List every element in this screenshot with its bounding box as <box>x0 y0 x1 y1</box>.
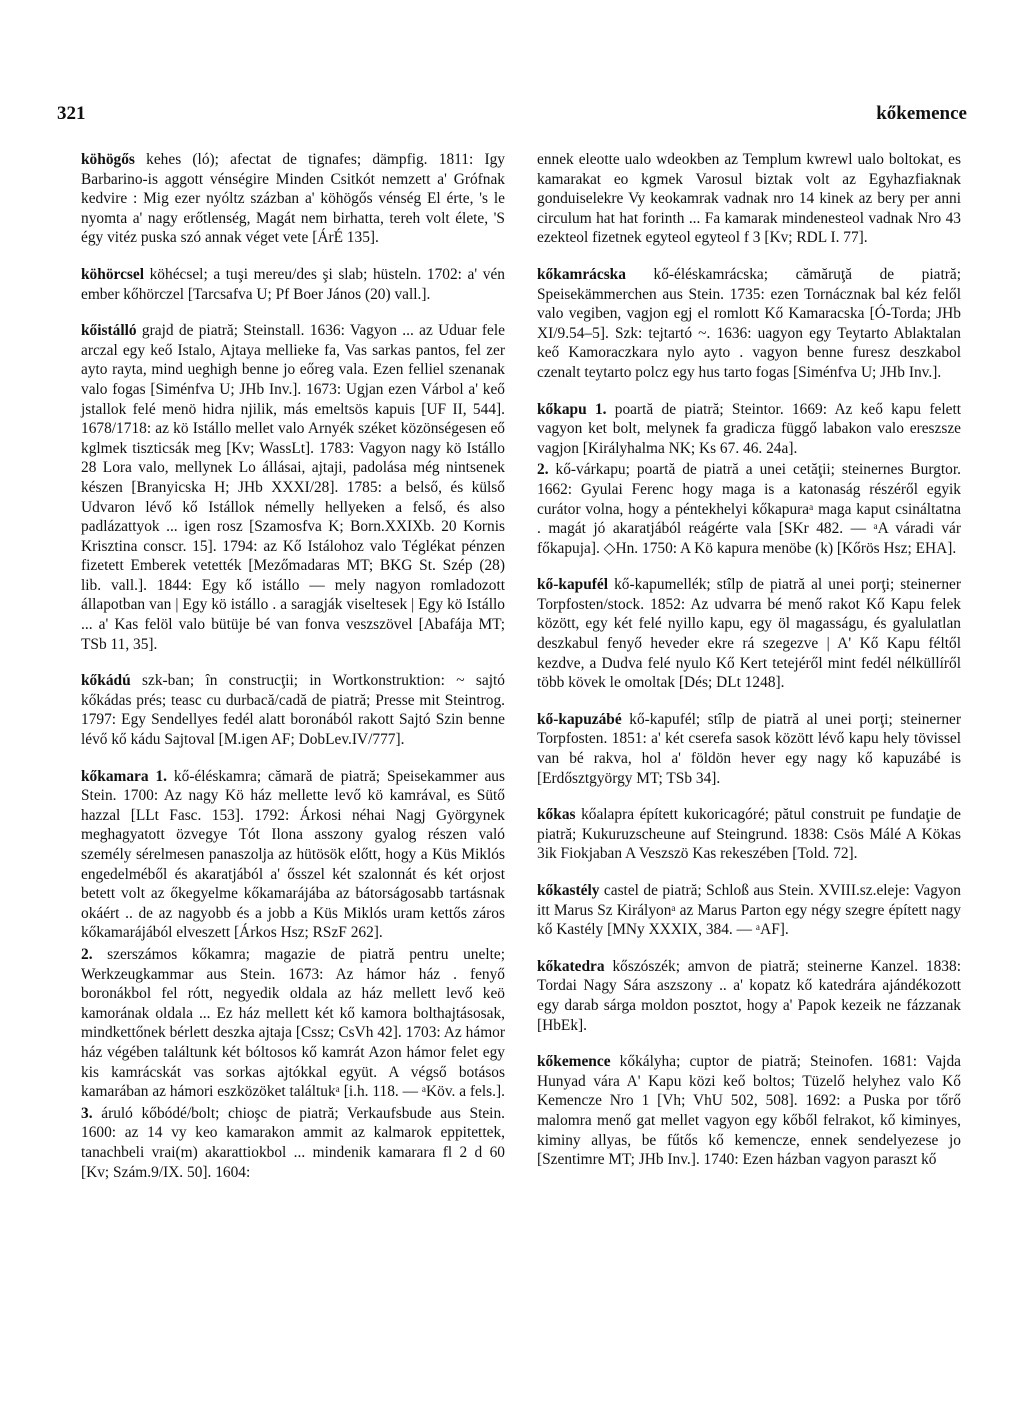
right-column <box>537 150 961 1187</box>
entry-headword: kő-kapuzábé <box>537 710 622 728</box>
guide-word: kőkemence <box>876 103 967 124</box>
dictionary-entry <box>81 150 505 248</box>
entry-headword: kőistálló <box>81 322 137 340</box>
dictionary-entry <box>537 1052 961 1170</box>
entry-text: kő-kapumellék; stîlp de piatră al unei porţi; steinerner Torpfosten/stock. 1852: Az udvarra bé menő rakot Kő Kapu felek között, egy két felé nyillo kapu, egy öl magasságu, és gyalulatlan deszkabul fenyő heveder ekre rá szegezve | A' Kő Kapu féltől kezdve, a Dudva felé nyulo Kő Kert tetejéről mint fedél nélküllíről több kövek le omoltak [Dés; DLt 1248]. <box>537 576 961 692</box>
dictionary-entry <box>537 805 961 864</box>
sense-number: 2. <box>537 461 549 479</box>
entry-headword: kőkapu <box>537 400 587 418</box>
sense-number: 2. <box>81 945 93 963</box>
sense-number: 1. <box>155 767 168 785</box>
entry-text: szk-ban; în construcţii; in Wortkonstruktion: ~ sajtó kőkádas prés; teasc cu durbacă/cadă de piatră; Presse mit Steintrog. 1797: Egy Sendellyes fedél alatt boronából rakott Sajtó Szin benne lévő kő kádu Sajtoval [M.igen AF; DobLev.IV/777]. <box>81 672 505 749</box>
dictionary-entry <box>537 575 961 693</box>
entry-text: ennek eleotte ualo wdeokben az Templum kwrewl ualo boltokat, es kamarakat eo kgmek Varosul biztak volt az Egyhazfiaknak gonduiselekre Vy keokamrak vadnak nro 14 kinek az bery per anni circulum hat hat forinth ... Fa kamarak mindenesteol vadnak Nro 43 ezekteol fizetnek egyteol egyteol f 3 [Kv; RDL I. 77]. <box>537 151 961 247</box>
sense-number: 3. <box>81 1104 93 1122</box>
entry-headword: köhörcsel <box>81 265 144 283</box>
sense-text: áruló kőbódé/bolt; chioşc de piatră; Verkaufsbude aus Stein. 1600: az 14 vy keo kamarakon ammit az kalmarok eppitettek, tanachbeli vrai(m) akarattiokbol ... mindenik kamarara fl 2 d 60 [Kv; Szám.9/IX. 50]. 1604: <box>81 1104 505 1181</box>
entry-headword: kőkastély <box>537 882 600 899</box>
dictionary-entry <box>81 321 505 654</box>
sense-text: szerszámos kőkamra; magazie de piatră pentru unelte; Werkzeugkammar aus Stein. 1673: Az hámor ház . fenyő boronákbol fel rótt, negyedik oldala az ház mellett levő keö kamorának oldala ... Ez ház mellett két kő kamora bolthajtásosak, mindkettőnek bérlett deszka ajtaja [Cssz; CsVh 42]. 1703: Az hámor ház végében találtunk két bóltosos kő kamrát Azon hámor felet egy kis kamrácskát vas sorkas ajtókkal együt. A végső botásos kamarában az hámori eszközöket találtukᵃ [i.h. 118. — ᵃKöv. a fels.]. <box>81 945 505 1101</box>
entry-text: kőszószék; amvon de piatră; steinerne Kanzel. 1838: Tordai Nagy Sára aszszony .. a' kopatz kő katedrára ajándékozott egy darab sárga moldon posztot, hogy a' Papok kezeik ne fázzanak [HbEk]. <box>537 957 961 1034</box>
entry-text: grajd de piatră; Steinstall. 1636: Vagyon ... az Uduar fele arczal egy keő Istalo, Ajtaya mellieke fa, Vas sarkas pantos, fel zer ayto rayta, mind ueghigh benne jo eőreg vala. Ezen felliel szenanak valo fogas [Siménfva U; JHb Inv.]. 1673: Ugjan ezen Várbol a' keő jstallok felé menö hidra njilik, más emeltsös kapuis [UF II, 544]. 1678/1718: az kö Istállo mellet valo Arnyék széket közönségesen eő kglmek tiszticsák meg [Kv; WassLt]. 1783: Vagyon nagy kö Istállo 28 Lora valo, mellynek Lo állásai, ajtaji, padolása még nintsenek készen [Branyicska H; JHb XXXI/28]. 1785: a belső, és külső Udvaron lévő kő Istállok némelly hellyeken a felső, és also padlázattyok ... igen rosz [Szamosfva K; Born.XXIXb. 20 Kornis Krisztina conscr. 15]. 1794: az Kő Istálohoz valo Téglékat pénzen fizetett Emberek vetették [Mezőmadaras MT; BKG St. Szép (28) lib. vall.]. 1844: Egy kő istállo — mely nagyon romladozott állapotban van | Egy kö istállo . a saragják viseltesek | Egy kö Istállo ... a' Kas felöl valo bütüje bé van fonva veszszövel [Abafája MT; TSb 11, 35]. <box>81 322 505 653</box>
sense-text: poartă de piatră; Steintor. 1669: Az keő kapu felett vagyon ket bolt, melynek fa gradicza függő labakon valo ereszsze vagjon [Királyhalma NK; Ks 67. 46. 24a]. <box>537 400 961 457</box>
dictionary-entry <box>537 881 961 940</box>
dictionary-entry <box>81 265 505 304</box>
entry-headword: kő-kapufél <box>537 576 608 594</box>
dictionary-entry <box>81 767 505 943</box>
entry-sense <box>81 1104 505 1182</box>
entry-text: kő-kapufél; stîlp de piatră al unei porţi; steinerner Torpfosten. 1851: a' két cserefa sasok között lévő kapu hely tövissel van bé rakva, hol a' földön hever egy nagy kő kapuzábé is [Erdősztgyörgy MT; TSb 34]. <box>537 710 961 787</box>
sense-number: 1. <box>594 400 607 418</box>
entry-text: kehes (ló); afectat de tignafes; dämpfig. 1811: Igy Barbarino-is aggott vénségire Minden Csitkót nemzett a' Grófnak kedvire : Mig ezer nyóltz százban a' köhögős vénség El érte, 's le nyomta a' nagy erőtlenség, Magát nem birhatta, tereh volt élete, 'S égy vitéz puska szó annak véget vete [ÁrÉ 135]. <box>81 151 505 247</box>
dictionary-entry <box>537 150 961 248</box>
entry-headword: kőkatedra <box>537 957 605 975</box>
page-number: 321 <box>57 103 86 124</box>
entry-headword: kőkádú <box>81 672 131 690</box>
entry-text: köhécsel; a tuşi mereu/des şi slab; hüsteln. 1702: a' vén ember kőhörczel [Tarcsafva U; Pf Boer János (20) vall.]. <box>81 265 505 303</box>
entry-text: kőkályha; cuptor de piatră; Steinofen. 1681: Vajda Hunyad vára A' Kapu közi keő boltos; Tüzelő helyhez valo Kő Kemencze Nro 1 [Vh; VhU 502, 508]. 1692: a Puska por tőrő malomra menő gat mellet vagyon egy kőből felrakot, kő kiminyes, kiminy allyas, be fűtős kő kemencze, ennek sendelyezese jo [Szentimre MT; JHb Inv.]. 1740: Ezen házban vagyon paraszt kő <box>537 1053 961 1169</box>
dictionary-entry <box>537 710 961 788</box>
sense-text: kő-éléskamra; cămară de piatră; Speisekammer aus Stein. 1700: Az nagy Kö ház mellette levő kö kamrával, es Sütő hazzal [LLt Fasc. 153]. 1792: Árkosi néhai Nagj Györgynek meghagyatott özvegye Tót Ilona asszony gyalog részen való személy sérelmesen panaszolja az hütösök előtt, hogy a Küs Miklós engedelméből és akaratjából a' ősszel két szalonnát és két orjost betett volt az őkegyelme kőkamarájába az bátorságosabb tartásnak okáért .. de az nagyobb és a jobb a Küs Miklós uram kettős záros kőkamarájából elveszett [Árkos Hsz; RSzF 262]. <box>81 767 505 942</box>
dictionary-entry <box>537 957 961 1035</box>
entry-headword: kőkemence <box>537 1053 611 1071</box>
page-header <box>57 103 967 133</box>
dictionary-entry <box>537 265 961 383</box>
entry-text: kőalapra épített kukoricagóré; pătul construit pe fundaţie de piatră; Kukuruzscheune auf Steingrund. 1838: Csös Málé A Kökas 3ik Fiokjaban A Veszszö Kas rekeszében [Told. 72]. <box>537 806 961 863</box>
entry-sense <box>537 460 961 558</box>
dictionary-entry <box>537 400 961 459</box>
entry-headword: köhögős <box>81 151 135 168</box>
entry-sense <box>81 945 505 1102</box>
entry-text: castel de piatră; Schloß aus Stein. XVIII.sz.eleje: Vagyon itt Marus Sz Királyonᵃ az Marus Parton egy négy szegre épített nagy kő Kastély [MNy XXXIX, 384. — ᵃAF]. <box>537 882 961 939</box>
left-column <box>81 150 505 1199</box>
entry-headword: kőkamara <box>81 767 149 785</box>
entry-headword: kőkamrácska <box>537 265 626 283</box>
entry-headword: kőkas <box>537 806 576 824</box>
dictionary-entry <box>81 671 505 749</box>
entry-text: kő-éléskamrácska; cămăruţă de piatră; Speisekämmerchen aus Stein. 1735: ezen Tornácznak bal kéz felől valo vegiben, vagjon egj el romlott Kő Kamaracska [Ó-Torda; JHb XI/9.54–5]. Szk: tejtartó ~. 1636: uagyon egy Teytarto Ablaktalan keő Kamoraczkara nylo ayto . vagyon benne furesz deszkabol czenalt teytarto polcz egy hus tarto fogas [Siménfva U; JHb Inv.]. <box>537 265 961 381</box>
sense-text: kő-várkapu; poartă de piatră a unei cetăţii; steinernes Burgtor. 1662: Gyulai Ferenc hogy maga is a katonaság részéről egyik curátor volna, hogy a péntekhelyi kőkapuraᵃ maga kaput csináltatna . magát jó akaratjából reágérte vala [SKr 482. — ᵃA váradi vár főkapuja]. ◇Hn. 1750: A Kö kapura menöbe (k) [Kőrös Hsz; EHA]. <box>537 461 962 557</box>
